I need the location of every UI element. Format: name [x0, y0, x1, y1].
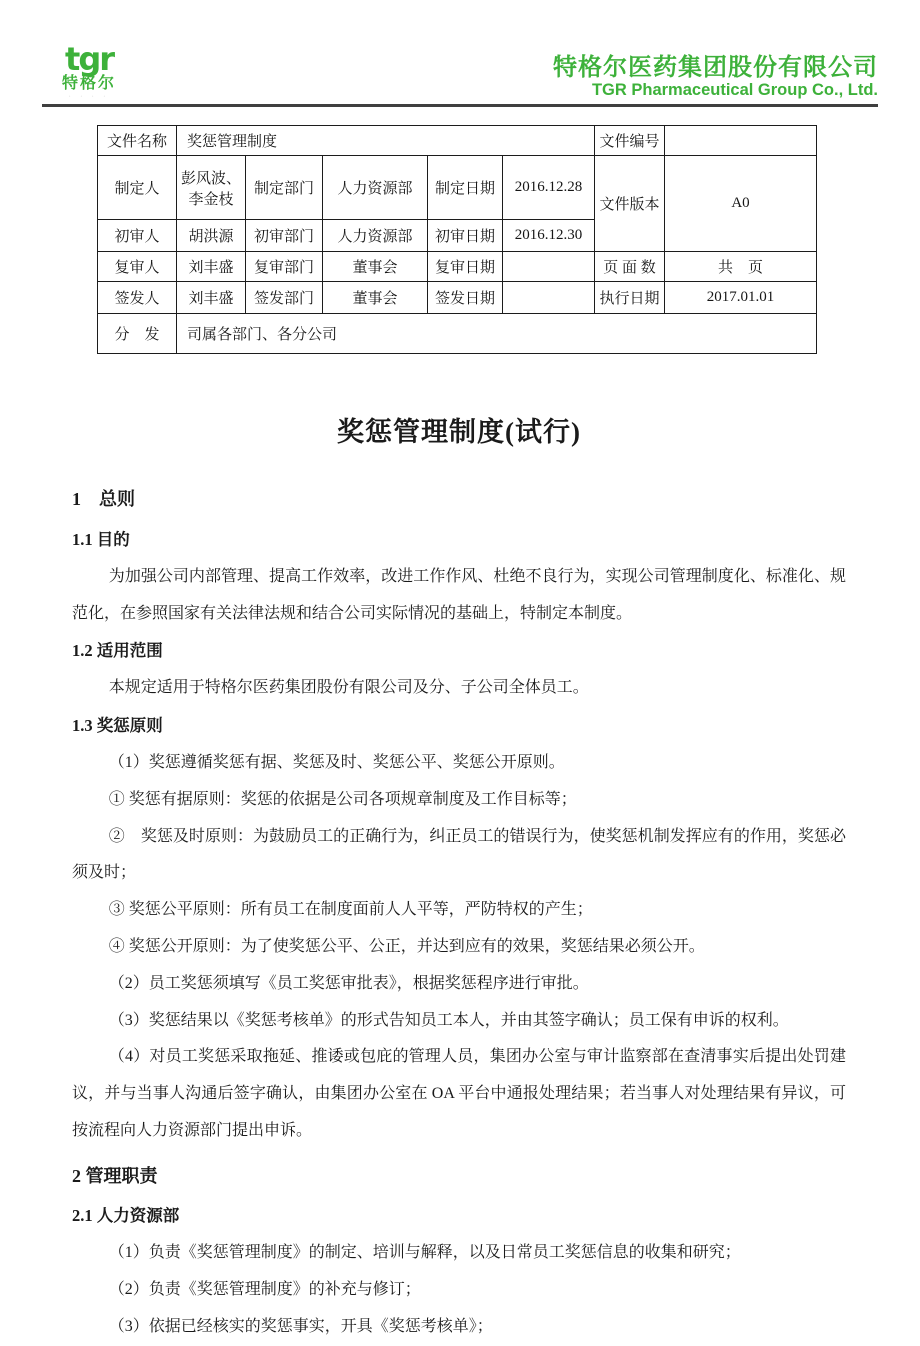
section-heading-2: 2 管理职责	[72, 1165, 158, 1186]
version-value-cell: A0	[665, 156, 817, 252]
dist-label-cell: 分 发	[98, 314, 177, 354]
list-item: ③ 奖惩公平原则：所有员工在制度面前人人平等，严防特权的产生；	[108, 901, 593, 919]
document-body	[72, 479, 846, 1345]
re-review-date-value-cell	[503, 252, 595, 282]
company-name-en: TGR Pharmaceutical Group Co., Ltd.	[591, 81, 878, 100]
table-row	[98, 282, 817, 314]
document-title: 奖惩管理制度(试行)	[337, 417, 581, 448]
table-row	[98, 252, 817, 282]
make-date-value-cell: 2016.12.28	[503, 156, 595, 220]
issuer-value-cell: 刘丰盛	[177, 282, 246, 314]
file-no-value-cell	[665, 126, 817, 156]
file-name-label-cell: 文件名称	[98, 126, 177, 156]
first-reviewer-value-cell: 胡洪源	[177, 220, 246, 252]
logo-name-text: 特格尔	[62, 75, 117, 93]
logo-tagline-marks: · · · ·	[68, 94, 110, 101]
list-item: （2）员工奖惩须填写《员工奖惩审批表》，根据奖惩程序进行审批。	[108, 974, 589, 992]
company-name-block	[553, 54, 878, 102]
subsection-heading-1-1: 1.1 目的	[72, 529, 130, 549]
first-reviewer-label-cell: 初审人	[98, 220, 177, 252]
version-label-cell: 文件版本	[595, 156, 665, 252]
paragraph: 本规定适用于特格尔医药集团股份有限公司及分、子公司全体员工。	[108, 679, 589, 697]
list-item: ① 奖惩有据原则：奖惩的依据是公司各项规章制度及工作目标等；	[108, 790, 577, 808]
file-no-label-cell: 文件编号	[595, 126, 665, 156]
exec-date-label-cell: 执行日期	[595, 282, 665, 314]
issuer-label-cell: 签发人	[98, 282, 177, 314]
list-item: （3）依据已经核实的奖惩事实，开具《奖惩考核单》；	[108, 1317, 493, 1335]
list-item: ② 奖惩及时原则：为鼓励员工的正确行为，纠正员工的错误行为，使奖惩机制发挥应有的作用，奖惩必须及时；	[72, 827, 846, 882]
first-review-dept-label-cell: 初审部门	[246, 220, 323, 252]
issue-date-value-cell	[503, 282, 595, 314]
table-row	[98, 126, 817, 156]
document-page	[0, 40, 920, 1346]
make-dept-value-cell: 人力资源部	[323, 156, 428, 220]
first-review-date-value-cell: 2016.12.30	[503, 220, 595, 252]
document-info-table	[97, 125, 817, 354]
make-dept-label-cell: 制定部门	[246, 156, 323, 220]
first-review-dept-value-cell: 人力资源部	[323, 220, 428, 252]
maker-value-cell: 彭风波、李金枝	[177, 156, 246, 220]
list-item: （4）对员工奖惩采取拖延、推诿或包庇的管理人员，集团办公室与审计监察部在查清事实后提出处罚建议，并与当事人沟通后签字确认，由集团办公室在 OA 平台中通报处理结果；若当事人对处理结果有异议，可按流程向人力资源部门提出申诉。	[72, 1048, 846, 1139]
section-heading-1: 1 总则	[72, 489, 135, 510]
issue-dept-label-cell: 签发部门	[246, 282, 323, 314]
file-name-value-cell: 奖惩管理制度	[177, 126, 595, 156]
logo-tgr-icon: tgr	[65, 40, 113, 78]
table-row	[98, 156, 817, 220]
paragraph: 为加强公司内部管理、提高工作效率，改进工作作风、杜绝不良行为，实现公司管理制度化、标准化、规范化，在参照国家有关法律法规和结合公司实际情况的基础上，特制定本制度。	[72, 567, 846, 622]
list-item: （2）负责《奖惩管理制度》的补充与修订；	[108, 1280, 421, 1298]
pages-value-cell: 共 页	[665, 252, 817, 282]
pages-label-cell: 页 面 数	[595, 252, 665, 282]
make-date-label-cell: 制定日期	[428, 156, 503, 220]
company-logo	[62, 40, 117, 101]
issue-date-label-cell: 签发日期	[428, 282, 503, 314]
list-item: （3）奖惩结果以《奖惩考核单》的形式告知员工本人，并由其签字确认；员工保有申诉的权利。	[108, 1011, 789, 1029]
list-item: （1）负责《奖惩管理制度》的制定、培训与解释，以及日常员工奖惩信息的收集和研究；	[108, 1244, 741, 1262]
re-review-dept-value-cell: 董事会	[323, 252, 428, 282]
list-item: （1）奖惩遵循奖惩有据、奖惩及时、奖惩公平、奖惩公开原则。	[108, 753, 565, 771]
re-review-date-label-cell: 复审日期	[428, 252, 503, 282]
subsection-heading-1-2: 1.2 适用范围	[72, 641, 163, 661]
exec-date-value-cell: 2017.01.01	[665, 282, 817, 314]
page-header	[42, 40, 878, 107]
table-row	[98, 314, 817, 354]
issue-dept-value-cell: 董事会	[323, 282, 428, 314]
company-name-cn: 特格尔医药集团股份有限公司	[553, 53, 878, 81]
subsection-heading-1-3: 1.3 奖惩原则	[72, 716, 163, 736]
maker-label-cell: 制定人	[98, 156, 177, 220]
re-reviewer-label-cell: 复审人	[98, 252, 177, 282]
list-item: ④ 奖惩公开原则：为了使奖惩公平、公正，并达到应有的效果，奖惩结果必须公开。	[108, 937, 705, 955]
dist-value-cell: 司属各部门、各分公司	[177, 314, 817, 354]
re-review-dept-label-cell: 复审部门	[246, 252, 323, 282]
re-reviewer-value-cell: 刘丰盛	[177, 252, 246, 282]
first-review-date-label-cell: 初审日期	[428, 220, 503, 252]
subsection-heading-2-1: 2.1 人力资源部	[72, 1206, 180, 1226]
